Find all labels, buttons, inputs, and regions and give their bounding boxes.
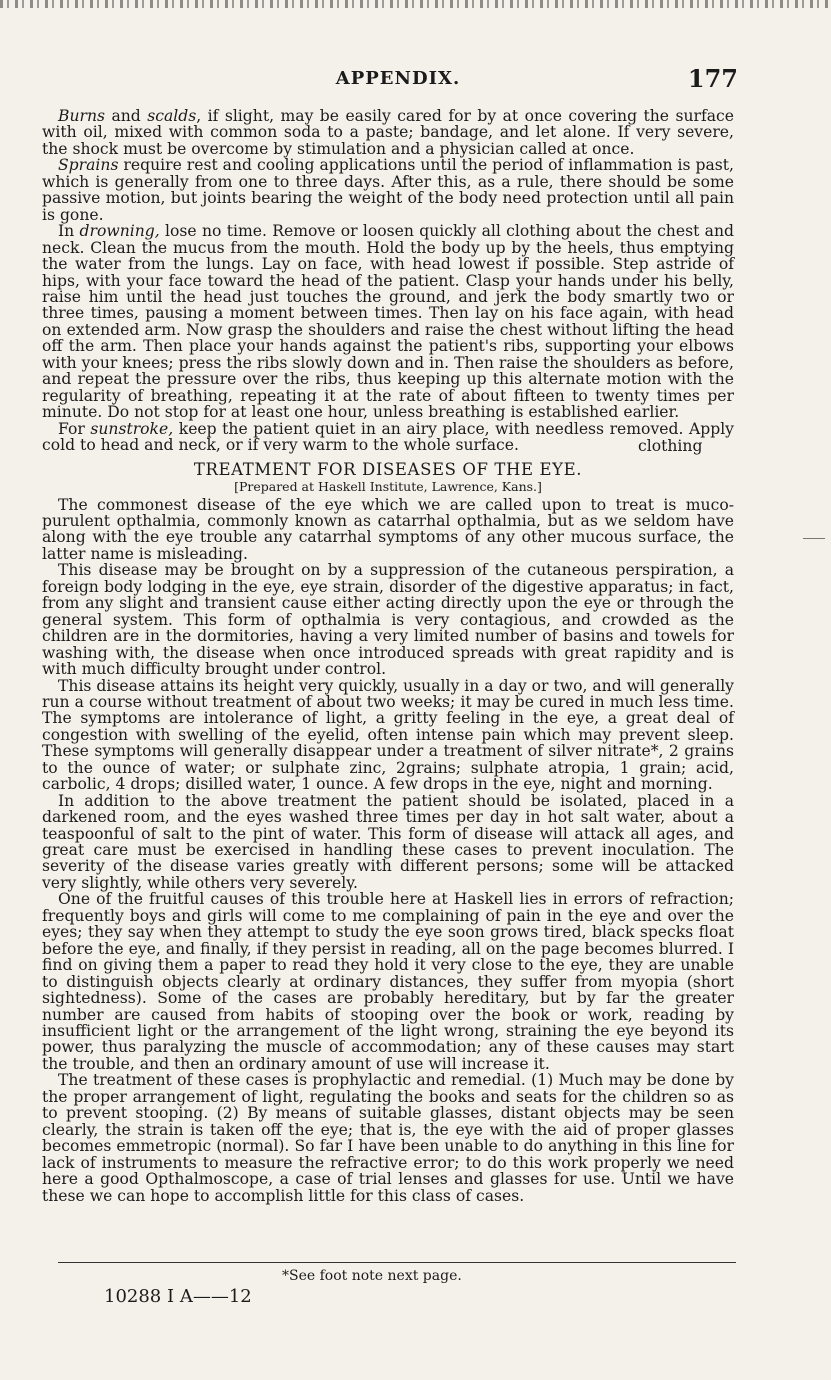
- paragraph-sprains: [42, 157, 734, 223]
- sunstroke-text: keep the patient quiet in an airy place, with needless removed. Apply cold to head and neck, or if very warm to the whole surface.: [42, 419, 734, 455]
- text-and: and: [105, 107, 148, 125]
- page-top-edge: [0, 0, 831, 8]
- page-number: 177: [687, 64, 738, 93]
- footer-rule: [58, 1262, 736, 1263]
- footnote: *See foot note next page.: [282, 1268, 462, 1284]
- term-sprains: Sprains: [58, 156, 119, 175]
- eye-paragraph-2: This disease may be brought on by a suppression of the cutaneous perspiration, a foreign body lodging in the eye, eye strain, disorder of the digestive apparatus; in fact, from any slight and transient cause either acting directly upon the eye or through the general system. This form of opthalmia is very contagious, and crowded as the children are in the dormitories, having a very limited number of basins and towels for washing with, the disease when once introduced spreads with great rapidity and is with much difficulty brought under control.: [42, 561, 734, 679]
- burns-text: , if slight, may be easily cared for by at once covering the surface with oil, mixed with common soda to a paste; bandage, and let alone. If very severe, the shock must be overcome by stimulation and a physician called at once.: [42, 107, 734, 158]
- printer-signature: 10288 I A——12: [104, 1286, 252, 1307]
- drowning-pre: In: [58, 222, 80, 241]
- paragraph-burns: [42, 108, 734, 157]
- eye-paragraph-1: The commonest disease of the eye which we are called upon to treat is muco-purulent opthalmia, commonly known as catarrhal opthalmia, but as we seldom have along with the eye trouble any catarrhal symptoms of any other mucous surface, the latter name is misleading.: [42, 495, 734, 563]
- paragraph-sunstroke: [42, 421, 734, 454]
- eye-paragraph-6: The treatment of these cases is prophylactic and remedial. (1) Much may be done by the proper arrangement of light, regulating the books and seats for the children so as to prevent stooping. (2) By means of suitable glasses, distant objects may be seen clearly, the strain is taken off the eye; that is, the eye with the aid of proper glasses becomes emmetropic (normal). So far I have been unable to do anything in this line for lack of instruments to measure the refractive error; to do this work properly we need here a good Opthalmoscope, a case of trial lenses and glasses for use. Until we have these we can hope to accomplish little for this class of cases.: [42, 1071, 734, 1205]
- term-sunstroke: sunstroke,: [90, 419, 174, 438]
- stray-word-clothing: clothing: [638, 437, 703, 455]
- sprains-text: require rest and cooling applications until the period of inflammation is past, which is generally from one to three days. After this, as a rule, there should be some passive motion, but joints bearing the weight of the body need protection until all pain is gone.: [42, 156, 734, 224]
- margin-mark: [803, 538, 825, 539]
- term-scalds: scalds: [147, 107, 197, 125]
- section-title: TREATMENT FOR DISEASES OF THE EYE.: [193, 459, 583, 479]
- section-subtitle: [Prepared at Haskell Institute, Lawrence, Kans.]: [234, 478, 542, 494]
- term-drowning: drowning,: [79, 222, 160, 241]
- page-header: [58, 64, 738, 94]
- page-body: [42, 108, 734, 1204]
- drowning-text: lose no time. Remove or loosen quickly all clothing about the chest and neck. Clean the mucus from the mouth. Hold the body up by the heels, thus emptying the water from the lungs. Lay on face, with head lowest if possible. Step astride of hips, with your face toward the head of the patient. Clasp your hands under his belly, raise him until the head just touches the ground, and jerk the body smartly two or three times, pausing a moment between times. Then lay on his face again, with head on extended arm. Now grasp the shoulders and raise the chest without lifting the head off the arm. Then place your hands against the patient's ribs, supporting your elbows with your knees; press the ribs slowly down and in. Then raise the shoulders as before, and repeat the pressure over the ribs, thus keeping up this alternate motion with the regularity of breathing, repeating it at the rate of about fifteen to twenty times per minute. Do not stop for at least one hour, unless breathing is established earlier.: [42, 222, 734, 422]
- eye-paragraph-4: In addition to the above treatment the patient should be isolated, placed in a darkened room, and the eyes washed three times per day in hot salt water, about a teaspoonful of salt to the pint of water. This form of disease will attack all ages, and great care must be exercised in handling these cases to prevent inoculation. The severity of the disease varies greatly with different persons; some will be attacked very slightly, while others very severely.: [42, 791, 734, 892]
- eye-paragraph-5: One of the fruitful causes of this trouble here at Haskell lies in errors of refraction; frequently boys and girls will come to me complaining of pain in the eye and over the eyes; they say when they attempt to study the eye soon grows tired, black specks float before the eye, and finally, if they persist in reading, all on the page becomes blurred. I find on giving them a paper to read they hold it very close to the eye, they are unable to distinguish objects clearly at ordinary distances, they suffer from myopia (short sightedness). Some of the cases are probably hereditary, but by far the greater number are caused from habits of stooping over the book or work, reading by insufficient light or the arrangement of the light wrong, straining the eye beyond its power, thus paralyzing the muscle of accommodation; any of these causes may start the trouble, and then an ordinary amount of use will increase it.: [42, 890, 734, 1073]
- running-head: APPENDIX.: [335, 68, 461, 89]
- term-burns: Burns: [58, 107, 106, 125]
- paragraph-drowning: [42, 223, 734, 420]
- eye-paragraph-3: This disease attains its height very quickly, usually in a day or two, and will generally run a course without treatment of about two weeks; it may be cured in much less time. The symptoms are intolerance of light, a gritty feeling in the eye, a great deal of congestion with swelling of the eyelid, often intense pain which may prevent sleep. These symptoms will generally disappear under a treatment of silver nitrate*, 2 grains to the ounce of water; or sulphate zinc, 2grains; sulphate atropia, 1 grain; acid, carbolic, 4 drops; disilled water, 1 ounce. A few drops in the eye, night and morning.: [42, 676, 734, 794]
- sunstroke-pre: For: [58, 419, 91, 438]
